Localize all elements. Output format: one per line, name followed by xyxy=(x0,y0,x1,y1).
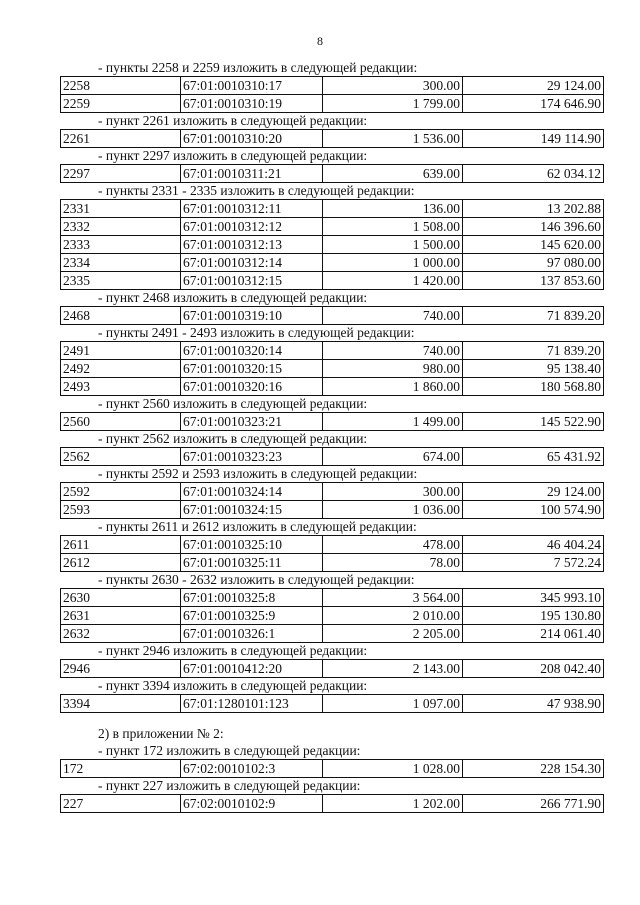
item-number-cell: 2297 xyxy=(61,165,181,183)
value-cell: 174 646.90 xyxy=(463,95,604,113)
cadastral-number-cell: 67:01:0010325:11 xyxy=(181,554,323,572)
table-row xyxy=(61,200,604,218)
area-cell: 980.00 xyxy=(323,360,463,378)
cadastral-number-cell: 67:01:0010323:21 xyxy=(181,413,323,431)
parcel-table xyxy=(60,759,604,778)
table-row xyxy=(61,501,604,519)
value-cell: 145 620.00 xyxy=(463,236,604,254)
value-cell: 71 839.20 xyxy=(463,307,604,325)
table-row xyxy=(61,625,604,643)
parcel-table xyxy=(60,341,604,396)
cadastral-number-cell: 67:01:0010312:12 xyxy=(181,218,323,236)
item-number-cell: 2261 xyxy=(61,130,181,148)
cadastral-number-cell: 67:01:0010324:15 xyxy=(181,501,323,519)
area-cell: 740.00 xyxy=(323,307,463,325)
area-cell: 1 097.00 xyxy=(323,695,463,713)
item-number-cell: 2560 xyxy=(61,413,181,431)
cadastral-number-cell: 67:01:0010312:11 xyxy=(181,200,323,218)
appendix-intro: 2) в приложении № 2: xyxy=(98,726,224,741)
value-cell: 29 124.00 xyxy=(463,77,604,95)
table-row xyxy=(61,413,604,431)
area-cell: 1 000.00 xyxy=(323,254,463,272)
table-row xyxy=(61,448,604,466)
area-cell: 136.00 xyxy=(323,200,463,218)
section-heading: - пункт 2560 изложить в следующей редакции: xyxy=(98,396,368,411)
value-cell: 46 404.24 xyxy=(463,536,604,554)
item-number-cell: 2592 xyxy=(61,483,181,501)
section-heading: - пункт 227 изложить в следующей редакции: xyxy=(98,778,361,793)
value-cell: 145 522.90 xyxy=(463,413,604,431)
parcel-table xyxy=(60,129,604,148)
value-cell: 266 771.90 xyxy=(463,795,604,813)
area-cell: 740.00 xyxy=(323,342,463,360)
table-row xyxy=(61,218,604,236)
cadastral-number-cell: 67:01:0010412:20 xyxy=(181,660,323,678)
item-number-cell: 2335 xyxy=(61,272,181,290)
area-cell: 2 143.00 xyxy=(323,660,463,678)
area-cell: 1 420.00 xyxy=(323,272,463,290)
value-cell: 13 202.88 xyxy=(463,200,604,218)
section-heading: - пункт 2562 изложить в следующей редакции: xyxy=(98,431,368,446)
parcel-table xyxy=(60,199,604,290)
parcel-table xyxy=(60,306,604,325)
table-row xyxy=(61,77,604,95)
area-cell: 1 028.00 xyxy=(323,760,463,778)
table-row xyxy=(61,360,604,378)
cadastral-number-cell: 67:01:0010325:10 xyxy=(181,536,323,554)
cadastral-number-cell: 67:01:0010311:21 xyxy=(181,165,323,183)
cadastral-number-cell: 67:01:0010320:14 xyxy=(181,342,323,360)
parcel-table xyxy=(60,588,604,643)
value-cell: 47 938.90 xyxy=(463,695,604,713)
item-number-cell: 227 xyxy=(61,795,181,813)
item-number-cell: 2612 xyxy=(61,554,181,572)
parcel-table xyxy=(60,794,604,813)
table-row xyxy=(61,254,604,272)
item-number-cell: 2630 xyxy=(61,589,181,607)
item-number-cell: 2333 xyxy=(61,236,181,254)
table-row xyxy=(61,378,604,396)
value-cell: 97 080.00 xyxy=(463,254,604,272)
section-heading: - пункты 2491 - 2493 изложить в следующей редакции: xyxy=(98,325,415,340)
cadastral-number-cell: 67:01:1280101:123 xyxy=(181,695,323,713)
page-number: 8 xyxy=(317,34,323,48)
area-cell: 78.00 xyxy=(323,554,463,572)
area-cell: 300.00 xyxy=(323,483,463,501)
parcel-table xyxy=(60,76,604,113)
table-row xyxy=(61,589,604,607)
table-row xyxy=(61,695,604,713)
value-cell: 62 034.12 xyxy=(463,165,604,183)
area-cell: 1 799.00 xyxy=(323,95,463,113)
area-cell: 1 499.00 xyxy=(323,413,463,431)
parcel-table xyxy=(60,164,604,183)
item-number-cell: 2492 xyxy=(61,360,181,378)
area-cell: 478.00 xyxy=(323,536,463,554)
item-number-cell: 2946 xyxy=(61,660,181,678)
area-cell: 1 500.00 xyxy=(323,236,463,254)
cadastral-number-cell: 67:01:0010326:1 xyxy=(181,625,323,643)
table-row xyxy=(61,483,604,501)
section-heading: - пункты 2611 и 2612 изложить в следующей редакции: xyxy=(98,519,417,534)
item-number-cell: 172 xyxy=(61,760,181,778)
area-cell: 1 536.00 xyxy=(323,130,463,148)
parcel-table xyxy=(60,482,604,519)
table-row xyxy=(61,165,604,183)
value-cell: 195 130.80 xyxy=(463,607,604,625)
area-cell: 2 010.00 xyxy=(323,607,463,625)
cadastral-number-cell: 67:02:0010102:9 xyxy=(181,795,323,813)
area-cell: 2 205.00 xyxy=(323,625,463,643)
section-heading: - пункт 172 изложить в следующей редакции: xyxy=(98,743,361,758)
table-row xyxy=(61,95,604,113)
section-heading: - пункт 2261 изложить в следующей редакции: xyxy=(98,113,368,128)
cadastral-number-cell: 67:01:0010310:17 xyxy=(181,77,323,95)
value-cell: 345 993.10 xyxy=(463,589,604,607)
value-cell: 71 839.20 xyxy=(463,342,604,360)
value-cell: 137 853.60 xyxy=(463,272,604,290)
parcel-table xyxy=(60,447,604,466)
item-number-cell: 2593 xyxy=(61,501,181,519)
table-row xyxy=(61,307,604,325)
table-row xyxy=(61,342,604,360)
cadastral-number-cell: 67:01:0010320:15 xyxy=(181,360,323,378)
cadastral-number-cell: 67:01:0010310:20 xyxy=(181,130,323,148)
parcel-table xyxy=(60,659,604,678)
area-cell: 3 564.00 xyxy=(323,589,463,607)
item-number-cell: 2258 xyxy=(61,77,181,95)
table-row xyxy=(61,130,604,148)
area-cell: 639.00 xyxy=(323,165,463,183)
area-cell: 1 508.00 xyxy=(323,218,463,236)
item-number-cell: 2334 xyxy=(61,254,181,272)
area-cell: 674.00 xyxy=(323,448,463,466)
table-row xyxy=(61,660,604,678)
table-row xyxy=(61,760,604,778)
value-cell: 208 042.40 xyxy=(463,660,604,678)
area-cell: 1 202.00 xyxy=(323,795,463,813)
section-heading: - пункты 2630 - 2632 изложить в следующей редакции: xyxy=(98,572,415,587)
value-cell: 65 431.92 xyxy=(463,448,604,466)
table-row xyxy=(61,795,604,813)
item-number-cell: 2332 xyxy=(61,218,181,236)
table-row xyxy=(61,536,604,554)
value-cell: 228 154.30 xyxy=(463,760,604,778)
item-number-cell: 2493 xyxy=(61,378,181,396)
value-cell: 149 114.90 xyxy=(463,130,604,148)
cadastral-number-cell: 67:01:0010310:19 xyxy=(181,95,323,113)
area-cell: 300.00 xyxy=(323,77,463,95)
item-number-cell: 3394 xyxy=(61,695,181,713)
item-number-cell: 2562 xyxy=(61,448,181,466)
item-number-cell: 2611 xyxy=(61,536,181,554)
item-number-cell: 2331 xyxy=(61,200,181,218)
cadastral-number-cell: 67:01:0010319:10 xyxy=(181,307,323,325)
parcel-table xyxy=(60,535,604,572)
section-heading: - пункты 2592 и 2593 изложить в следующей редакции: xyxy=(98,466,418,481)
table-row xyxy=(61,236,604,254)
section-heading: - пункт 3394 изложить в следующей редакции: xyxy=(98,678,368,693)
value-cell: 7 572.24 xyxy=(463,554,604,572)
value-cell: 146 396.60 xyxy=(463,218,604,236)
cadastral-number-cell: 67:01:0010312:14 xyxy=(181,254,323,272)
table-row xyxy=(61,607,604,625)
area-cell: 1 036.00 xyxy=(323,501,463,519)
area-cell: 1 860.00 xyxy=(323,378,463,396)
value-cell: 29 124.00 xyxy=(463,483,604,501)
item-number-cell: 2631 xyxy=(61,607,181,625)
item-number-cell: 2259 xyxy=(61,95,181,113)
cadastral-number-cell: 67:02:0010102:3 xyxy=(181,760,323,778)
cadastral-number-cell: 67:01:0010312:13 xyxy=(181,236,323,254)
table-row xyxy=(61,272,604,290)
document-body xyxy=(60,60,605,813)
parcel-table xyxy=(60,412,604,431)
cadastral-number-cell: 67:01:0010320:16 xyxy=(181,378,323,396)
section-heading: - пункт 2946 изложить в следующей редакции: xyxy=(98,643,368,658)
cadastral-number-cell: 67:01:0010325:8 xyxy=(181,589,323,607)
value-cell: 95 138.40 xyxy=(463,360,604,378)
section-heading: - пункт 2297 изложить в следующей редакции: xyxy=(98,148,368,163)
value-cell: 100 574.90 xyxy=(463,501,604,519)
cadastral-number-cell: 67:01:0010324:14 xyxy=(181,483,323,501)
cadastral-number-cell: 67:01:0010325:9 xyxy=(181,607,323,625)
item-number-cell: 2468 xyxy=(61,307,181,325)
value-cell: 180 568.80 xyxy=(463,378,604,396)
section-heading: - пункты 2258 и 2259 изложить в следующей редакции: xyxy=(98,60,418,75)
section-heading: - пункт 2468 изложить в следующей редакции: xyxy=(98,290,368,305)
item-number-cell: 2632 xyxy=(61,625,181,643)
item-number-cell: 2491 xyxy=(61,342,181,360)
table-row xyxy=(61,554,604,572)
parcel-table xyxy=(60,694,604,713)
cadastral-number-cell: 67:01:0010323:23 xyxy=(181,448,323,466)
cadastral-number-cell: 67:01:0010312:15 xyxy=(181,272,323,290)
section-heading: - пункты 2331 - 2335 изложить в следующей редакции: xyxy=(98,183,415,198)
value-cell: 214 061.40 xyxy=(463,625,604,643)
